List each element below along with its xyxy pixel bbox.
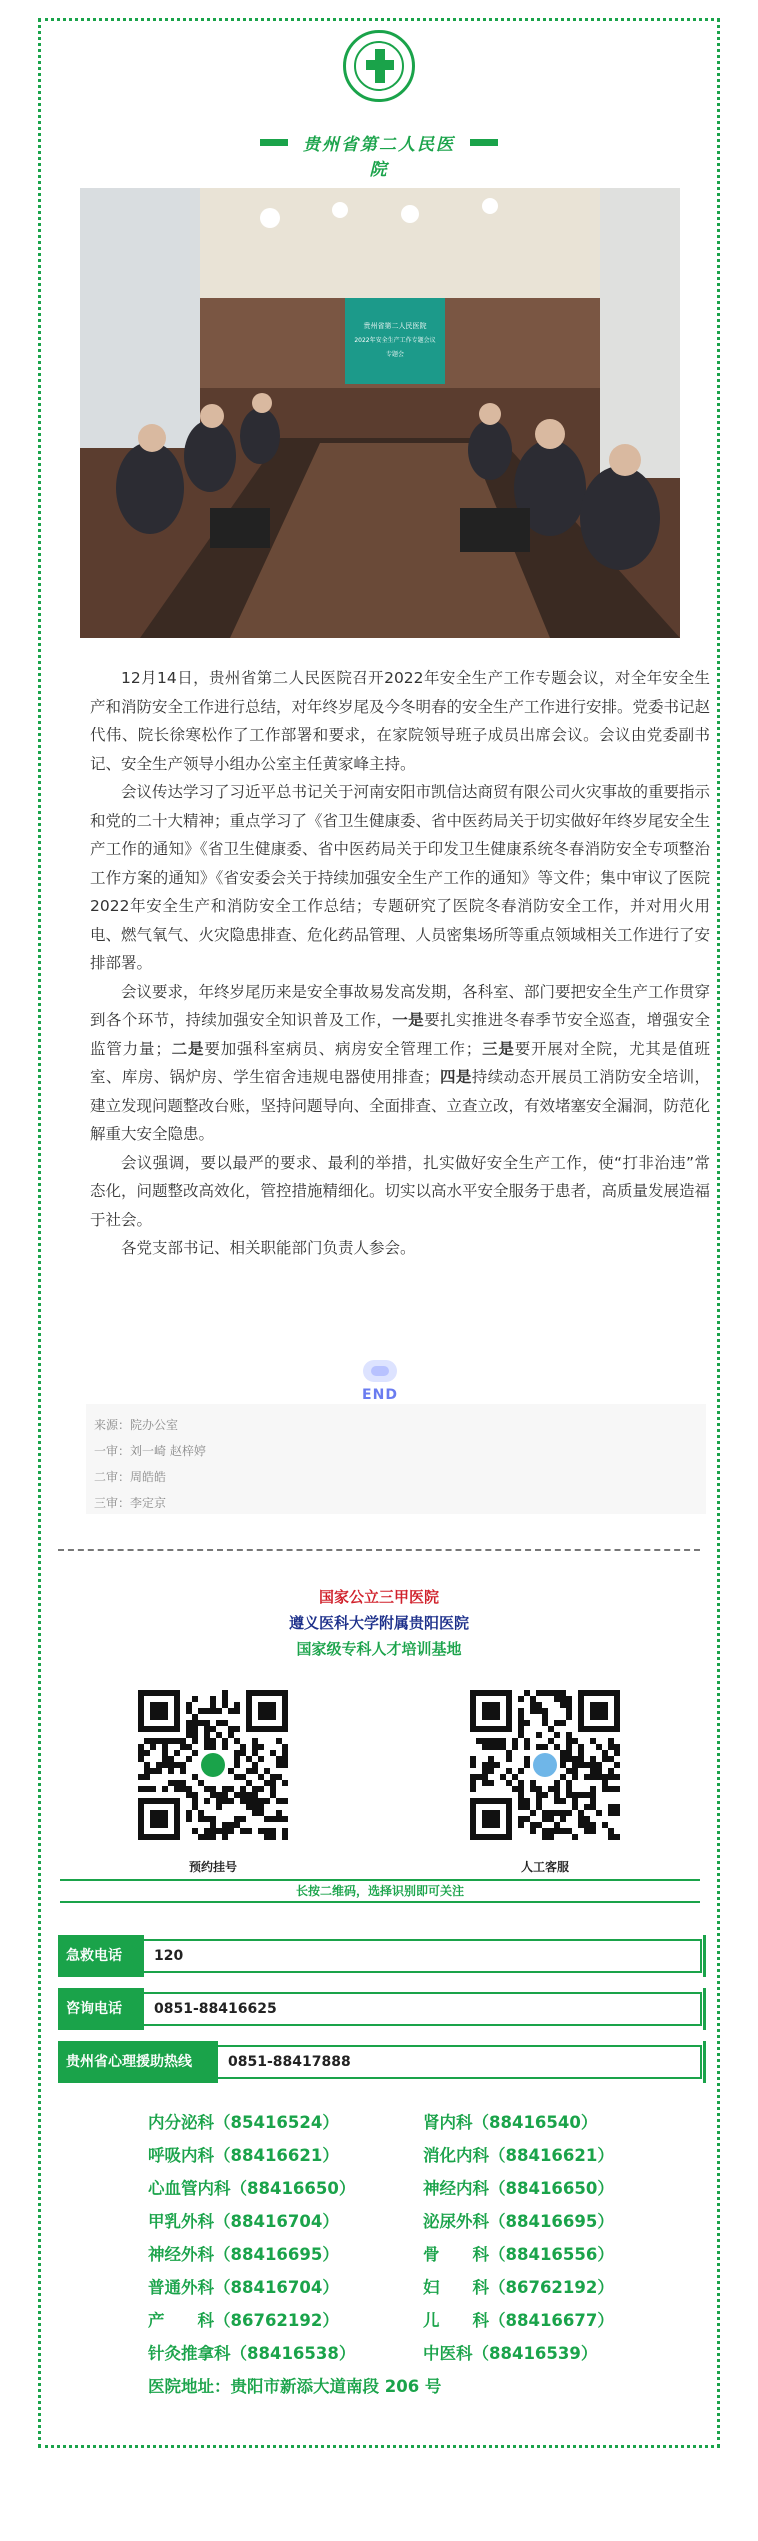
qr-label-service: 人工客服 xyxy=(520,1860,569,1874)
department-item: 消化内科（88416621） xyxy=(423,2146,614,2165)
screen-text-1: 贵州省第二人民医院 xyxy=(363,322,427,330)
department-item: 妇 科（86762192） xyxy=(423,2278,614,2297)
tagline-1: 国家公立三甲医院 xyxy=(318,1588,439,1606)
contact-consult xyxy=(58,1988,702,2030)
hospital-name: 贵州省第二人民医院 xyxy=(303,135,455,180)
contact-hotline xyxy=(58,2041,702,2083)
end-label: END xyxy=(362,1387,398,1403)
qr-code-service[interactable] xyxy=(470,1690,620,1840)
credit-review-2: 二审：周皓皓 xyxy=(94,1470,167,1484)
longpress-hint: 长按二维码，选择识别即可关注 xyxy=(60,1879,700,1903)
department-item: 骨 科（88416556） xyxy=(423,2245,614,2264)
screen-text-2: 2022年安全生产工作专题会议 xyxy=(354,337,436,344)
department-item: 肾内科（88416540） xyxy=(423,2113,598,2132)
department-item: 针灸推拿科（88416538） xyxy=(148,2344,356,2363)
contact-label: 急救电话 xyxy=(58,1935,144,1977)
department-item: 神经内科（88416650） xyxy=(423,2179,614,2198)
article-paragraph-1: 12月14日，贵州省第二人民医院召开2022年安全生产工作专题会议，对全年安全生产和消防安全工作进行总结，对年终岁尾及今冬明春的安全生产工作进行安排。党委书记赵代伟、院长徐寒松作了工作部署和要求，在家院领导班子成员出席会议。会议由党委副书记、安全生产领导小组办公室主任黄家峰主持。 xyxy=(90,669,711,773)
article-paragraph-4: 会议强调，要以最严的要求、最利的举措，扎实做好安全生产工作，使“打非治违”常态化，问题整改高效化，管控措施精细化。切实以高水平安全服务于患者，高质量发展造福于社会。 xyxy=(90,1153,711,1229)
article-paragraph-5: 各党支部书记、相关职能部门负责人参会。 xyxy=(121,1239,416,1257)
department-item: 内分泌科（85416524） xyxy=(148,2113,339,2132)
contact-emergency xyxy=(58,1935,702,1977)
contact-label: 贵州省心理援助热线 xyxy=(58,2041,218,2083)
department-item: 甲乳外科（88416704） xyxy=(148,2212,339,2231)
screen-text-3: 专题会 xyxy=(385,351,405,358)
department-item: 神经外科（88416695） xyxy=(148,2245,339,2264)
hospital-title-bar xyxy=(260,132,498,180)
cloud-icon xyxy=(363,1360,397,1382)
department-item: 中医科（88416539） xyxy=(423,2344,598,2363)
contact-value[interactable]: 120 xyxy=(144,1939,702,1973)
meeting-photo xyxy=(80,188,680,638)
department-item: 儿 科（88416677） xyxy=(423,2311,614,2330)
footer-taglines xyxy=(0,1584,758,1662)
qr-code-booking[interactable] xyxy=(138,1690,288,1840)
article-body xyxy=(90,664,710,1263)
tagline-3: 国家级专科人才培训基地 xyxy=(296,1640,462,1658)
department-item: 普通外科（88416704） xyxy=(148,2278,339,2297)
contact-label: 咨询电话 xyxy=(58,1988,144,2030)
tagline-2: 遵义医科大学附属贵阳医院 xyxy=(288,1614,469,1632)
hospital-address: 医院地址：贵阳市新添大道南段 206 号 xyxy=(148,2377,442,2396)
department-item: 泌尿外科（88416695） xyxy=(423,2212,614,2231)
end-marker xyxy=(340,1360,420,1403)
contact-value[interactable]: 0851-88416625 xyxy=(144,1992,702,2026)
article-paragraph-3: 会议要求，年终岁尾历来是安全事故易发高发期，各科室、部门要把安全生产工作贯穿到各个环节，持续加强安全知识普及工作，一是要扎实推进冬春季节安全巡查，增强安全监管力量；二是要加强科室病员、病房安全管理工作；三是要开展对全院，尤其是值班室、库房、锅炉房、学生宿舍违规电器使用排查；四是持续动态开展员工消防安全培训，建立发现问题整改台账，坚持问题导向、全面排查、立查立改，有效堵塞安全漏洞，防范化解重大安全隐患。 xyxy=(90,982,711,1143)
department-item: 心血管内科（88416650） xyxy=(148,2179,356,2198)
article-paragraph-2: 会议传达学习了习近平总书记关于河南安阳市凯信达商贸有限公司火灾事故的重要指示和党的二十大精神；重点学习了《省卫生健康委、省中医药局关于切实做好年终岁尾安全生产工作的通知》《省卫生健康委、省中医药局关于印发卫生健康系统冬春消防安全专项整治工作方案的通知》《省安委会关于持续加强安全生产工作的通知》等文件；集中审议了医院2022年安全生产和消防安全工作总结；专题研究了医院冬春消防安全工作，并对用火用电、燃气氧气、火灾隐患排查、危化药品管理、人员密集场所等重点领域相关工作进行了安排部署。 xyxy=(90,783,711,972)
department-item: 呼吸内科（88416621） xyxy=(148,2146,339,2165)
credits-box xyxy=(86,1404,706,1514)
credit-source: 来源：院办公室 xyxy=(94,1418,179,1432)
qr-label-booking: 预约挂号 xyxy=(188,1860,237,1874)
department-item: 产 科（86762192） xyxy=(148,2311,339,2330)
credit-review-1: 一审：刘一崎 赵梓婷 xyxy=(94,1444,206,1458)
divider xyxy=(58,1549,700,1551)
credit-review-3: 三审：李定京 xyxy=(94,1496,167,1510)
contact-value[interactable]: 0851-88417888 xyxy=(218,2045,702,2079)
hospital-logo-icon xyxy=(343,30,415,102)
